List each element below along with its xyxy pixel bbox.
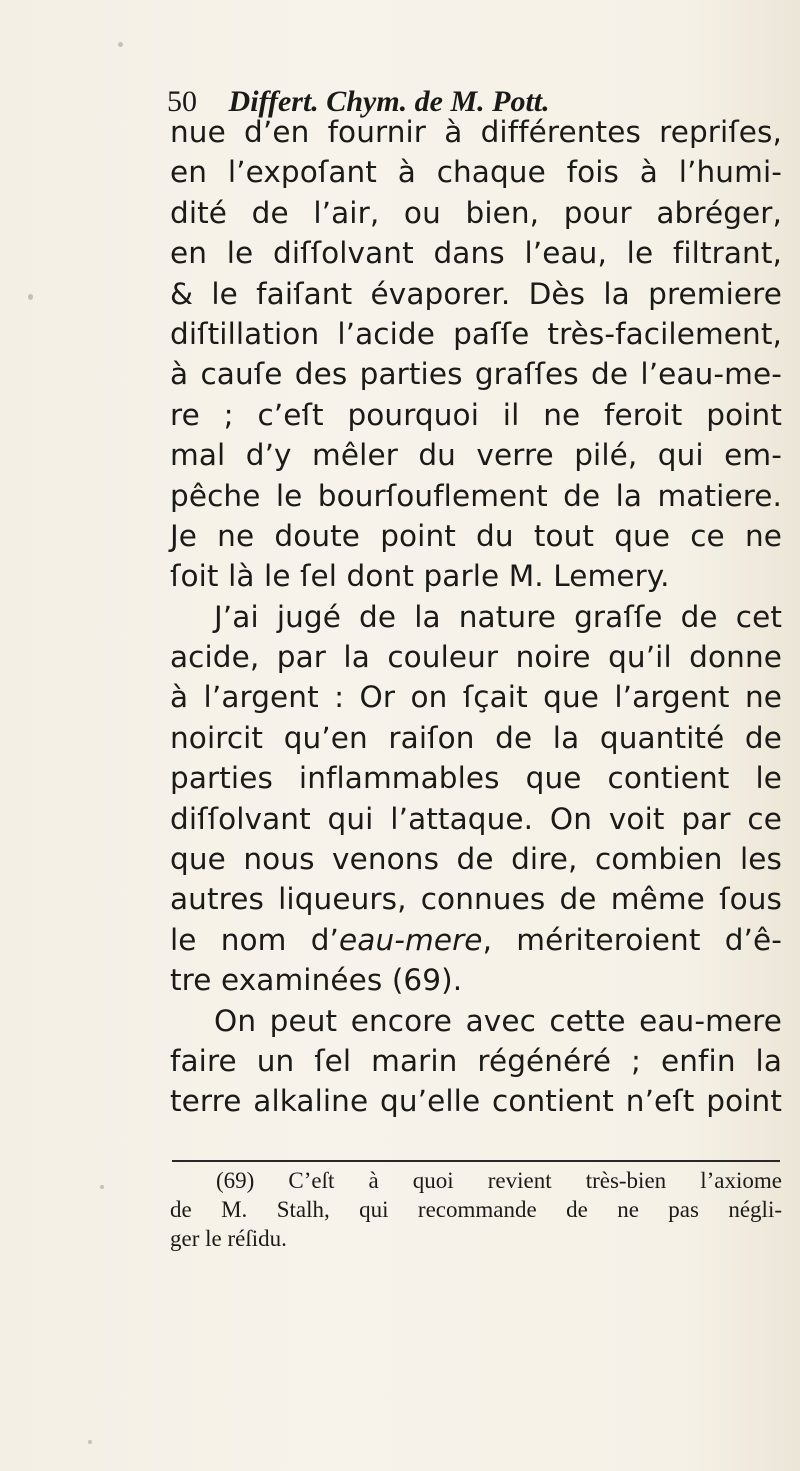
page-number: 50 xyxy=(167,85,197,118)
text-line: diſtillation l’acide paſſe très-facilement, xyxy=(170,316,782,351)
paper-speck xyxy=(118,42,123,47)
text-line: tre examinées (69). xyxy=(170,963,463,998)
text-line: ſoit là le ſel dont parle M. Lemery. xyxy=(170,559,670,594)
paper-speck xyxy=(88,1440,92,1444)
text-line: à l’argent : Or on ſçait que l’argent ne xyxy=(170,680,782,715)
text-line: & le faiſant évaporer. Dès la premiere xyxy=(170,276,782,311)
text-fragment: le nom d’ xyxy=(170,922,340,957)
text-line: que nous venons de dire, combien les xyxy=(170,842,782,877)
footnote-line: (69) C’eſt à quoi revient très-bien l’axiome xyxy=(216,1168,782,1193)
text-line: en le diſſolvant dans l’eau, le filtrant, xyxy=(170,236,782,271)
footnote xyxy=(170,1166,782,1253)
footnote-line: de M. Stalh, qui recommande de ne pas négli- xyxy=(170,1197,782,1222)
footnote-rule xyxy=(172,1160,780,1162)
text-line: Je ne doute point du tout que ce ne xyxy=(170,518,782,553)
body-text xyxy=(170,112,782,1122)
text-line: noircit qu’en raiſon de la quantité de xyxy=(170,720,782,755)
text-line: acide, par la couleur noire qu’il donne xyxy=(170,640,782,675)
text-line xyxy=(170,920,782,960)
text-line: J’ai jugé de la nature graſſe de cet xyxy=(214,599,782,634)
italic-term: eau-mere xyxy=(339,922,483,957)
text-fragment: , mériteroient d’ê- xyxy=(482,922,782,957)
text-line: mal d’y mêler du verre pilé, qui em- xyxy=(170,438,782,473)
text-line: re ; c’eſt pourquoi il ne feroit point xyxy=(170,397,782,432)
running-title: Differt. Chym. de M. Pott. xyxy=(228,85,550,118)
text-line: On peut encore avec cette eau-mere xyxy=(214,1003,782,1038)
text-line: faire un ſel marin régénéré ; enfin la xyxy=(170,1043,782,1078)
text-line: à cauſe des parties graſſes de l’eau-me- xyxy=(170,357,782,392)
text-line: autres liqueurs, connues de même ſous xyxy=(170,882,782,917)
text-line: terre alkaline qu’elle contient n’eſt point xyxy=(170,1084,782,1119)
text-line: parties inflammables que contient le xyxy=(170,761,782,796)
paper-speck xyxy=(28,294,33,300)
footnote-line: ger le réſidu. xyxy=(170,1226,287,1251)
text-line: dité de l’air, ou bien, pour abréger, xyxy=(170,195,782,230)
paper-speck xyxy=(100,1185,104,1189)
text-line: diſſolvant qui l’attaque. On voit par ce xyxy=(170,801,782,836)
text-line: pêche le bourſouflement de la matiere. xyxy=(170,478,782,513)
text-line: nue d’en fournir à différentes repriſes, xyxy=(170,115,782,149)
text-line: en l’expoſant à chaque fois à l’humi- xyxy=(170,155,782,190)
